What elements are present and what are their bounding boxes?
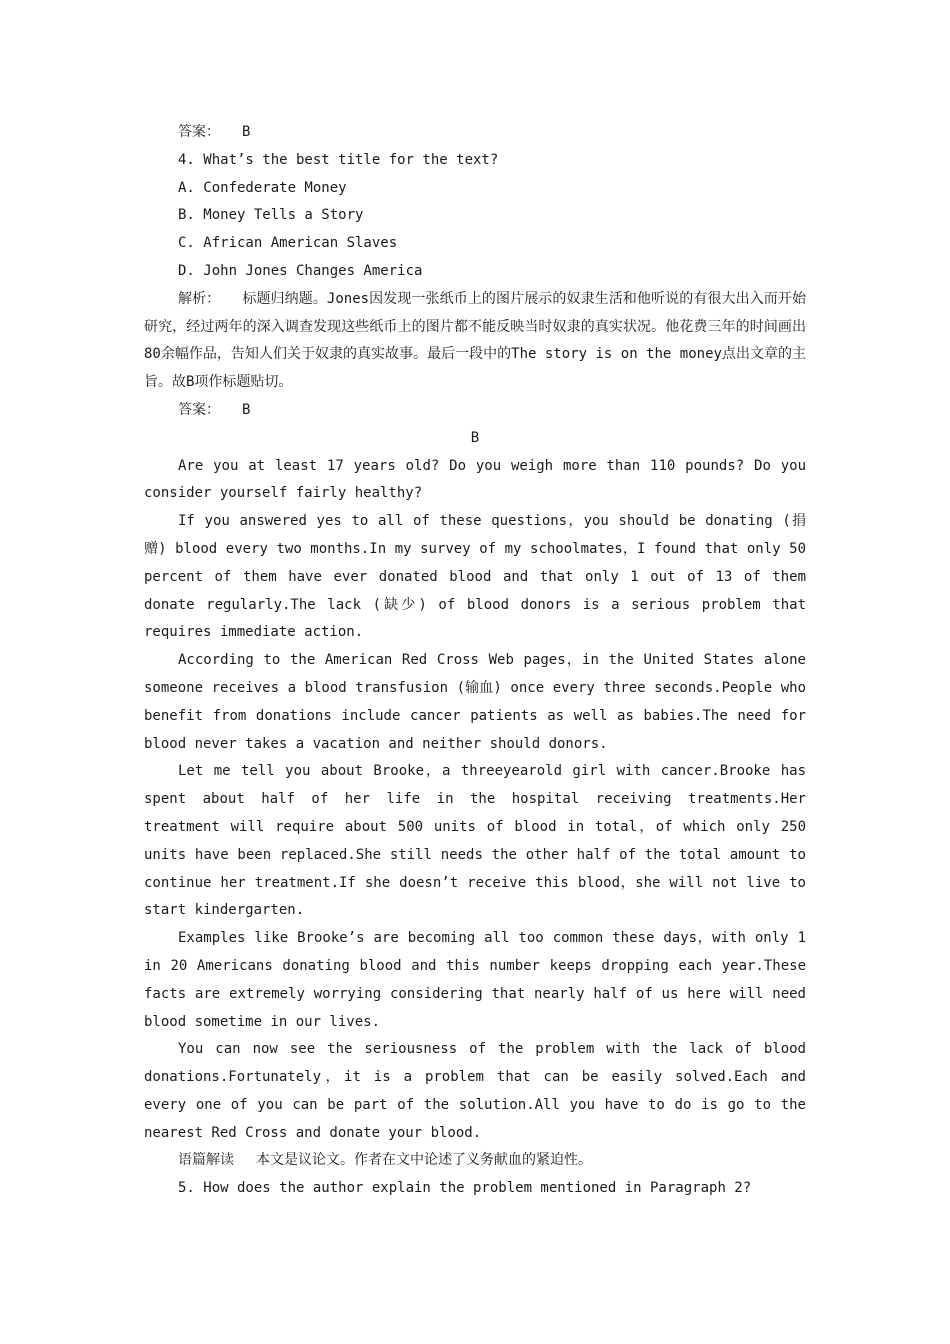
passage-paragraph-6: You can now see the seriousness of the problem with the lack of blood donations.Fortunately，it is a problem that can be easily solved.Each and every one of you can be part of the solution.All you have to do is go to the nearest Red Cross and donate your blood. — [144, 1041, 806, 1141]
analysis-paragraph — [144, 286, 806, 397]
passage-paragraph-5: Examples like Brooke’s are becoming all too common these days，with only 1 in 20 Americans donating blood and this number keeps dropping each year.These facts are extremely worrying considering that nearly half of us here will need blood sometime in our lives. — [144, 930, 806, 1030]
answer-value: B — [242, 401, 251, 418]
analysis-label: 解析： — [178, 290, 221, 307]
passage-paragraph-1: Are you at least 17 years old? Do you weigh more than 110 pounds? Do you consider yourself fairly healthy? — [144, 457, 806, 502]
answer-value: B — [242, 124, 251, 140]
question-5-stem: 5. How does the author explain the problem mentioned in Paragraph 2? — [178, 1180, 752, 1197]
question-4-option-b: B. Money Tells a Story — [178, 207, 364, 224]
analysis-text: 标题归纳题。Jones因发现一张纸币上的图片展示的奴隶生活和他听说的有很大出入而开始研究，经过两年的深入调查发现这些纸币上的图片都不能反映当时奴隶的真实状况。他花费三年的时间画出80余幅作品，告知人们关于奴隶的真实故事。最后一段中的The story is on the money点出文章的主旨。故B项作标题贴切。 — [144, 290, 806, 391]
passage-paragraph-4: Let me tell you about Brooke，a threeyearold girl with cancer.Brooke has spent about half of her life in the hospital receiving treatments.Her treatment will require about 500 units of blood in total，of which only 250 units have been replaced.She still needs the other half of the total amount to continue her treatment.If she doesn’t receive this blood，she will not live to start kindergarten. — [144, 763, 806, 919]
question-4-stem: 4. What’s the best title for the text? — [178, 151, 499, 168]
passage-summary — [144, 1147, 806, 1175]
answer-label: 答案： — [178, 124, 220, 140]
question-4-option-c: C. African American Slaves — [178, 235, 398, 252]
document-page — [144, 119, 806, 1203]
answer-label: 答案： — [178, 401, 220, 418]
question-4-option-a: A. Confederate Money — [178, 179, 347, 196]
summary-label: 语篇解读 — [178, 1152, 234, 1169]
answer-3-line — [144, 119, 806, 147]
passage-paragraph-2: If you answered yes to all of these questions，you should be donating (捐赠) blood every two months.In my survey of my schoolmates，I found that only 50 percent of them have ever donated blood and that only 1 out of 13 of them donate regularly.The lack (缺少) of blood donors is a serious problem that requires immediate action. — [144, 513, 806, 641]
passage-paragraph-3: According to the American Red Cross Web pages，in the United States alone someone receives a blood transfusion (输血) once every three seconds.People who benefit from donations include cancer patients as well as babies.The need for blood never takes a vacation and neither should donors. — [144, 652, 806, 752]
question-4-option-d: D. John Jones Changes America — [178, 262, 423, 279]
section-heading: B — [470, 429, 480, 446]
summary-text: 本文是议论文。作者在文中论述了义务献血的紧迫性。 — [256, 1152, 592, 1169]
answer-4-line — [144, 397, 806, 425]
